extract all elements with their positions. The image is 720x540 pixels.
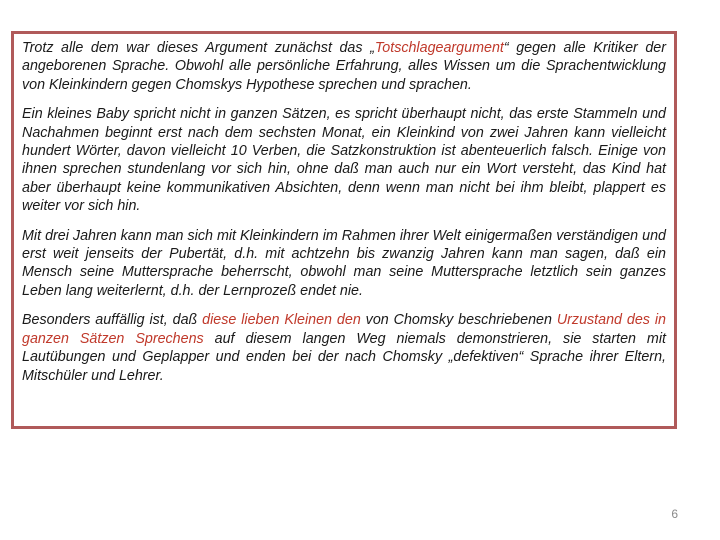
highlight-diese-lieben-kleinen: diese lieben Kleinen den <box>202 312 361 329</box>
paragraph-4 <box>22 311 666 385</box>
paragraph-4-part-e: auf diesem langen Weg niemals demonstrieren, sie starten mit Lautübungen und Geplapper und enden bei der nach Chomsky „defektiven“ Sprache ihrer Eltern, Mitschüler und Lehrer. <box>22 330 666 384</box>
paragraph-3: Mit drei Jahren kann man sich mit Kleinkindern im Rahmen ihrer Welt einigermaßen verständigen und erst weit jenseits der Pubertät, d.h. mit achtzehn bis zwanzig Jahren kann man sagen, daß ein Mensch seine Muttersprache beherrscht, obwohl man seine Muttersprache letztlich sein ganzes Leben lang weiterlernt, d.h. der Lernprozeß endet nie. <box>22 227 666 299</box>
paragraph-4-part-a: Besonders auffällig ist, daß <box>22 312 203 329</box>
paragraph-1-part-a: Trotz alle dem war dieses Argument zunächst das „ <box>22 40 375 56</box>
paragraph-1-part-c: “ gegen alle Kritiker der angeborenen Sprache. Obwohl alle persönliche Erfahrung, alles Wissen um die Sprachentwicklung von Kleinkindern gegen Chomskys Hypothese sprechen und sprachen. <box>22 40 666 93</box>
paragraph-1 <box>22 39 666 94</box>
paragraph-2: Ein kleines Baby spricht nicht in ganzen Sätzen, es spricht überhaupt nicht, das erste Stammeln und Nachahmen beginnt erst nach dem sechsten Monat, ein Kleinkind von zwei Jahren kann vielleicht hundert Wörter, davon vielleicht 10 Verben, die Satzkonstruktion ist abenteuerlich falsch. Einige von ihnen sprechen stundenlang vor sich hin, ohne daß man auch nur ein Wort versteht, das Kind hat aber überhaupt keine kommunikativen Absichten, denn wenn man nicht bei ihm bleibt, plappert es weiter vor sich hin. <box>22 106 666 215</box>
paragraph-4-part-c: von Chomsky beschriebenen <box>360 312 557 329</box>
page-number: 6 <box>671 507 678 521</box>
text-box <box>11 31 677 429</box>
highlight-totschlageargument: Totschlageargument <box>374 40 504 56</box>
highlight-urzustand: Urzustand des in ganzen Sätzen Sprechens <box>22 312 666 347</box>
